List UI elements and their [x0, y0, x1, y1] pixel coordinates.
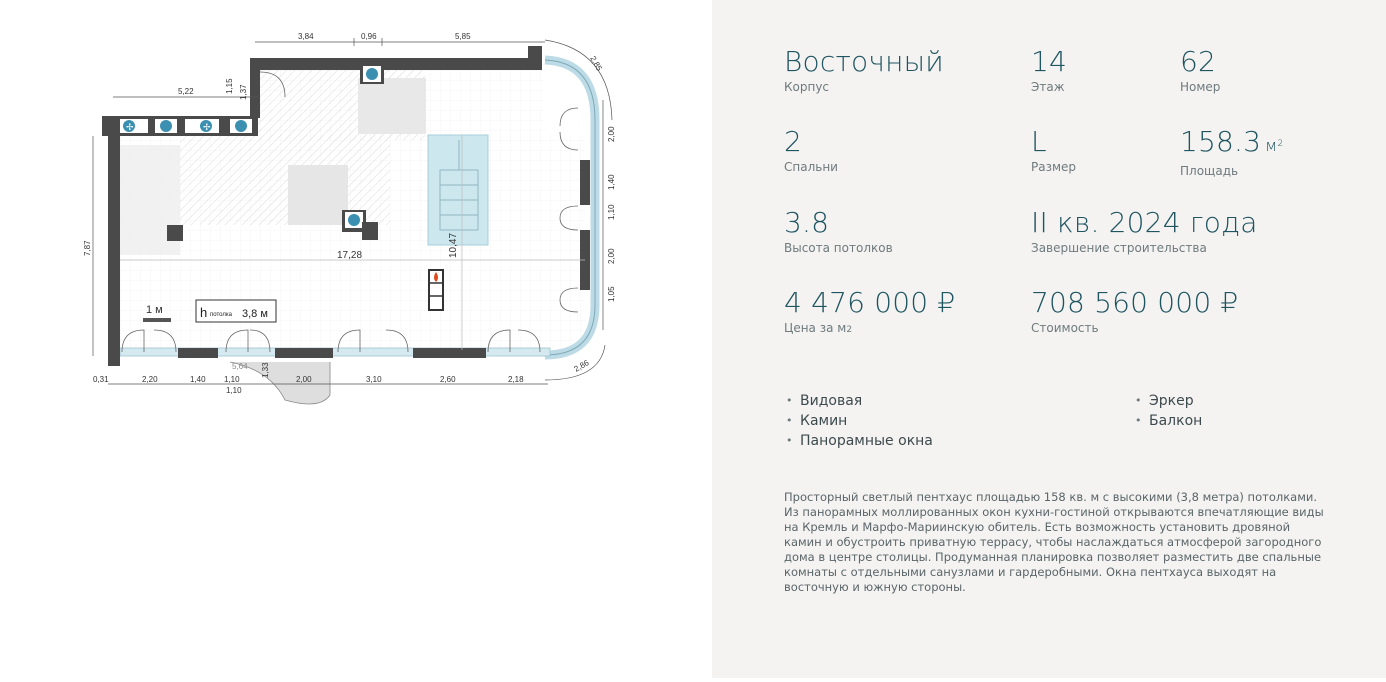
svg-text:✢: ✢ — [203, 122, 211, 132]
svg-text:✢: ✢ — [126, 122, 134, 132]
number-value: 62 — [1180, 45, 1217, 78]
price-m2-label-row — [784, 320, 955, 336]
dim-110c: 1,10 — [226, 386, 242, 395]
dim-787: 7,87 — [83, 240, 92, 256]
price-value: 708 560 000 ₽ — [1031, 286, 1239, 319]
dim-096: 0,96 — [361, 32, 377, 41]
ceiling-h: h — [200, 305, 208, 320]
dim-285: 2,85 — [588, 54, 604, 73]
feature-item: • Камин — [784, 411, 933, 431]
area-unit: м — [1265, 136, 1278, 155]
ceiling-label: Высота потолков — [784, 241, 893, 255]
dim-115: 1,15 — [225, 78, 234, 94]
ventilation-icons — [120, 119, 252, 133]
dim-110: 1,10 — [607, 204, 616, 220]
size-label: Размер — [1031, 160, 1077, 174]
dim-137: 1,37 — [239, 84, 248, 100]
scale-label: 1 м — [146, 304, 163, 316]
area-value-row — [1180, 127, 1283, 161]
dim-310: 3,10 — [366, 375, 382, 384]
staircase — [428, 135, 488, 245]
floor-label: Этаж — [1031, 80, 1065, 94]
dim-200c: 2,00 — [296, 375, 312, 384]
dim-105: 1,05 — [607, 286, 616, 302]
dim-585: 5,85 — [455, 32, 471, 41]
stat-number — [1180, 47, 1220, 95]
dim-220: 2,20 — [142, 375, 158, 384]
bedrooms-label: Спальни — [784, 160, 838, 174]
ceiling-value: 3.8 — [784, 206, 830, 239]
dim-384: 3,84 — [298, 32, 314, 41]
price-label: Стоимость — [1031, 321, 1099, 335]
price-m2-value: 4 476 000 ₽ — [784, 286, 956, 319]
dim-218: 2,18 — [508, 375, 524, 384]
water-icon-2 — [348, 214, 360, 226]
stat-bedrooms — [784, 127, 838, 175]
price-m2-sup: 2 — [846, 325, 853, 335]
features-list-2 — [1133, 391, 1202, 431]
dim-140: 1,40 — [607, 174, 616, 190]
dim-140b: 1,40 — [190, 375, 206, 384]
dim-260: 2,60 — [440, 375, 456, 384]
area-sup: 2 — [1277, 139, 1284, 149]
dim-1047: 10,47 — [448, 232, 459, 258]
stat-size — [1031, 127, 1076, 175]
scale-bar — [143, 318, 171, 322]
features-list-1 — [784, 391, 933, 451]
north-wall — [250, 58, 542, 70]
feature-item: • Балкон — [1133, 411, 1202, 431]
stat-korpus — [784, 47, 944, 95]
size-value: L — [1031, 125, 1047, 158]
stat-ceiling — [784, 208, 893, 256]
korpus-label: Корпус — [784, 80, 830, 94]
west-wall — [108, 116, 120, 366]
number-label: Номер — [1180, 80, 1221, 94]
dim-200a: 2,00 — [607, 126, 616, 142]
bedrooms-value: 2 — [784, 125, 803, 158]
stat-completion — [1031, 208, 1258, 256]
feature-item: • Видовая — [784, 391, 933, 411]
feature-item: • Панорамные окна — [784, 431, 933, 451]
ceiling-val: 3,8 м — [242, 308, 268, 320]
dim-200b: 2,00 — [607, 248, 616, 264]
dim-1728: 17,28 — [337, 250, 363, 261]
fireplace-icon — [429, 270, 443, 310]
water-icon — [366, 68, 378, 80]
area-value: 158.3 — [1180, 125, 1262, 158]
stat-floor — [1031, 47, 1067, 95]
price-m2-label: Цена за м — [784, 321, 847, 335]
ceiling-sub: потолка — [210, 312, 232, 318]
dim-564: 5,64 — [232, 362, 248, 371]
stat-price-m2 — [784, 288, 955, 336]
dim-522: 5,22 — [178, 87, 194, 96]
stat-area — [1180, 127, 1283, 179]
dim-031: 0,31 — [93, 375, 109, 384]
dim-286: 2,86 — [572, 358, 591, 374]
feature-item: • Эркер — [1133, 391, 1202, 411]
dim-133: 1,33 — [261, 362, 270, 378]
completion-label: Завершение строительства — [1031, 241, 1207, 255]
description-text: Просторный светлый пентхаус площадью 158 кв. м с высокими (3,8 метра) потолками. Из панорамных моллированных окон кухни-гостиной открываются впечатляющие виды на Кремль и Марфо-Мариинскую обитель. Есть возможность установить дровяной камин и обустроить приватную террасу, чтобы наслаждаться атмосферой загородного дома в центре столицы. Продуманная планировка позволяет разместить две спальные комнаты с отдельными санузлами и гардеробными. Окна пентхауса выходят на восточную и южную стороны. — [784, 490, 1324, 594]
stat-price — [1031, 288, 1238, 336]
floor-value: 14 — [1031, 45, 1068, 78]
area-label: Площадь — [1180, 164, 1239, 178]
korpus-value: Восточный — [784, 45, 944, 78]
column — [167, 225, 183, 241]
completion-value: II кв. 2024 года — [1031, 206, 1258, 239]
dim-110b: 1,10 — [224, 375, 240, 384]
